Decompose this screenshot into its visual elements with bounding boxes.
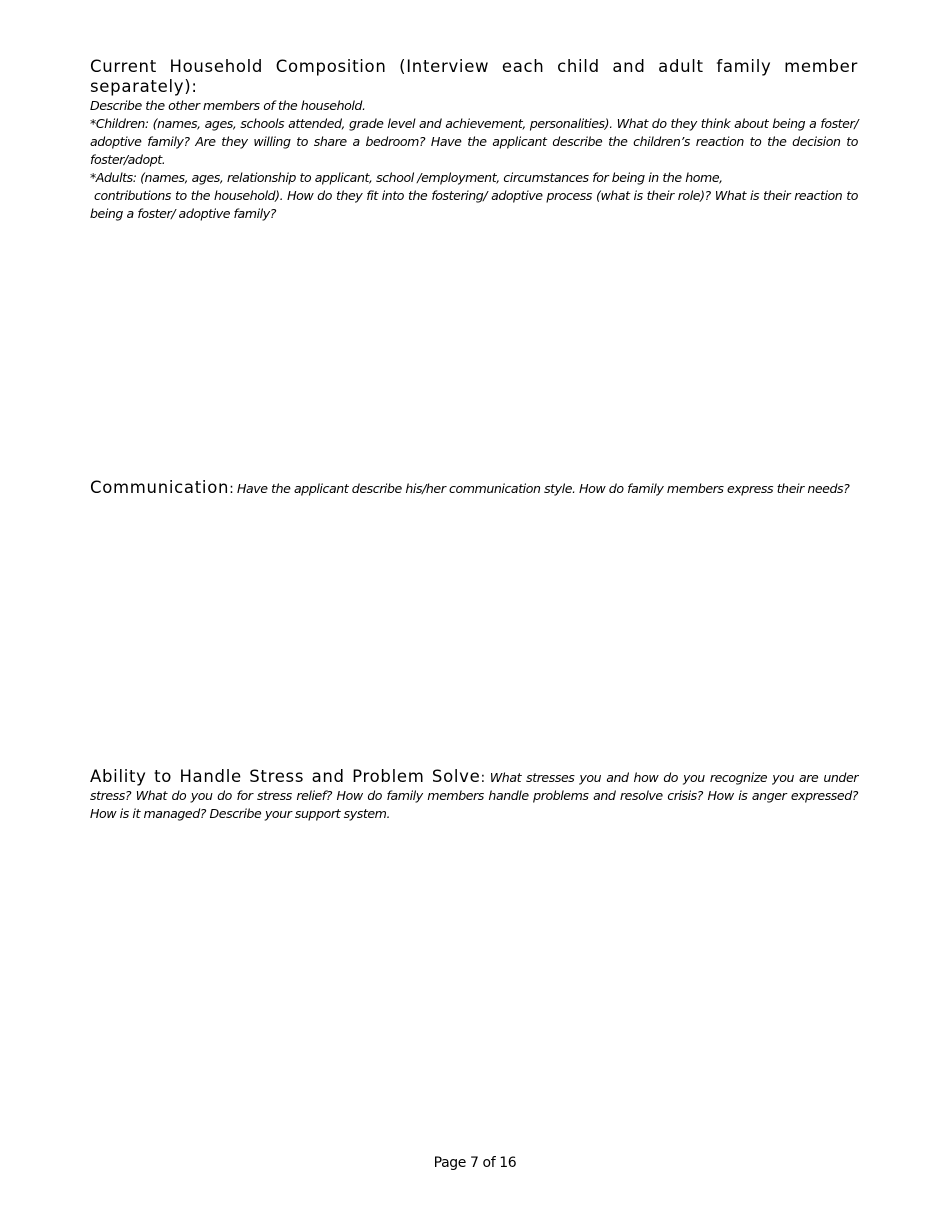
children-prompt: *Children: (names, ages, schools attended, grade level and achievement, personalities). What do they think about being a foster/ adoptive family? Are they willing to share a bedroom? Have the applicant describe the children’s reaction to the decision to foster/adopt. — [90, 116, 858, 167]
stress-section — [90, 767, 858, 823]
page-number: Page 7 of 16 — [433, 1155, 517, 1171]
household-composition-heading: Current Household Composition (Interview each child and adult family member separately): — [90, 57, 858, 96]
household-composition-prompt — [90, 97, 862, 223]
communication-paragraph — [90, 478, 858, 498]
adults-prompt-line-1: *Adults: (names, ages, relationship to applicant, school /employment, circumstances for being in the home, — [90, 170, 723, 185]
household-intro-line: Describe the other members of the household. — [90, 98, 366, 113]
stress-paragraph — [90, 767, 858, 823]
stress-separator: : — [480, 770, 485, 786]
adults-prompt-line-2: contributions to the household). How do they fit into the fostering/ adoptive process (what is their role)? What is their reaction to being a foster/ adoptive family? — [90, 188, 862, 221]
communication-section — [90, 478, 858, 498]
communication-prompt: Have the applicant describe his/her communication style. How do family members express their needs? — [237, 481, 850, 496]
stress-heading: Ability to Handle Stress and Problem Solve — [90, 767, 481, 786]
communication-separator: : — [229, 481, 234, 497]
stress-prompt: What stresses you and how do you recognize you are under stress? What do you do for stress relief? How do family members handle problems and resolve crisis? How is anger expressed? How is it managed? Describe your support system. — [90, 770, 858, 821]
communication-heading: Communication — [90, 478, 230, 497]
household-composition-section — [90, 57, 862, 223]
